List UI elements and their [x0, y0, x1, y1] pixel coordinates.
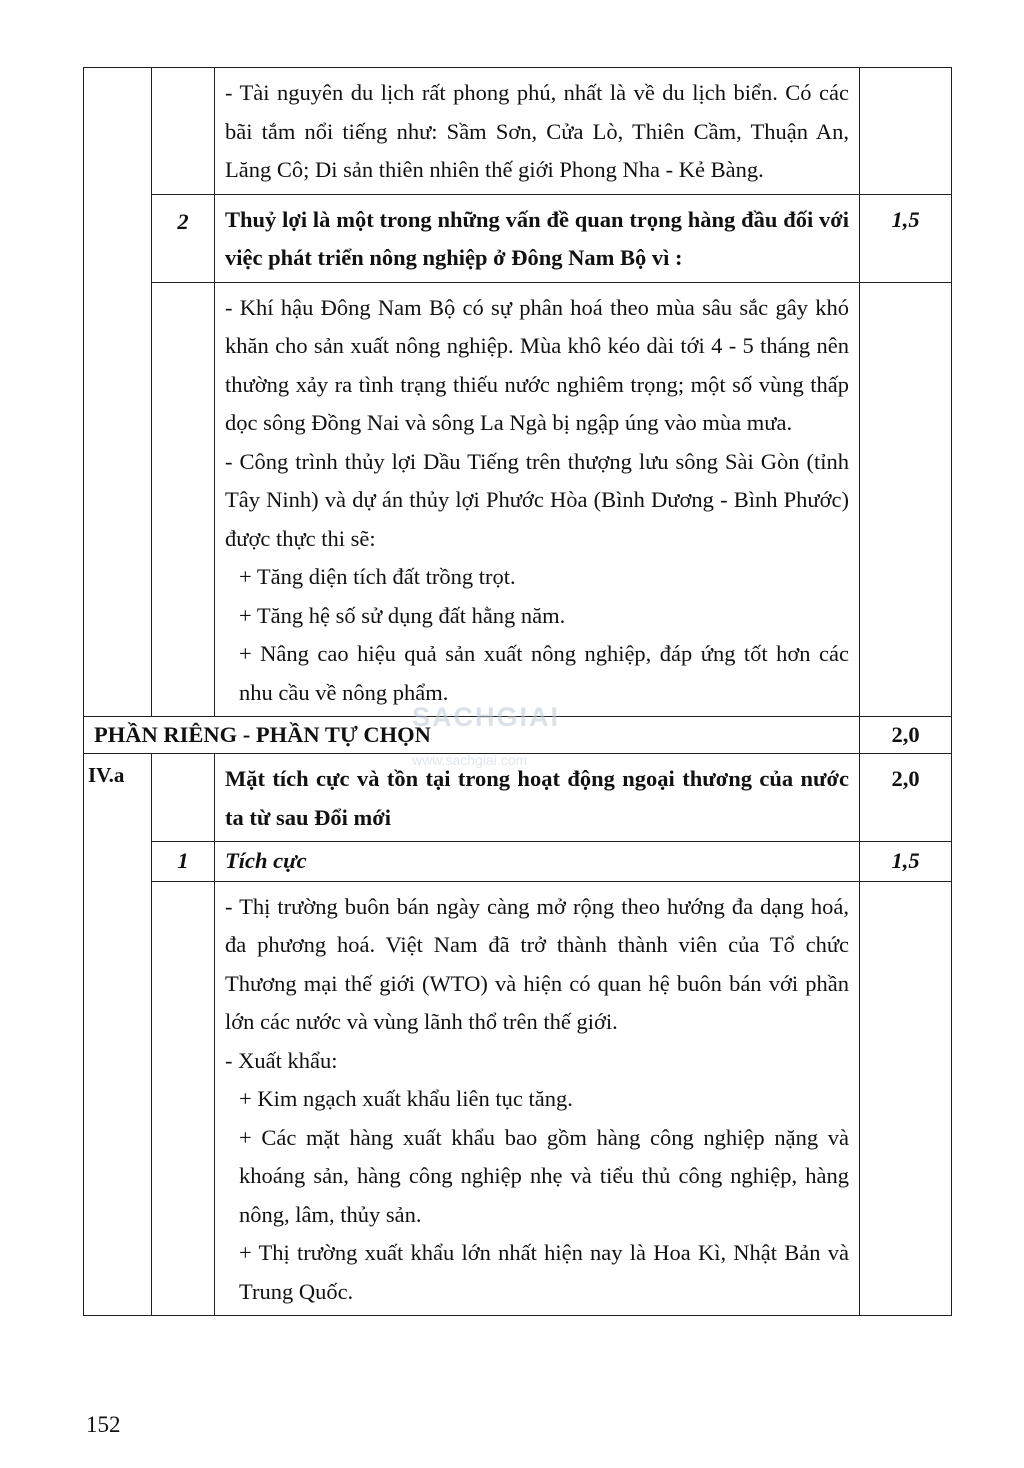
item-heading: Tích cực	[215, 842, 860, 882]
content-cell	[215, 881, 860, 1316]
item-heading: Mặt tích cực và tồn tại trong hoạt động ngoại thương của nước ta từ sau Đổi mới	[215, 754, 860, 842]
num-cell	[152, 282, 215, 717]
content-cell	[215, 282, 860, 717]
page-number: 152	[86, 1412, 121, 1437]
bullet-item: + Thị trường xuất khẩu lớn nhất hiện nay là Hoa Kì, Nhật Bản và Trung Quốc.	[239, 1240, 849, 1304]
bullet-item: + Các mặt hàng xuất khẩu bao gồm hàng công nghiệp nặng và khoáng sản, hàng công nghiệp nhẹ và tiểu thủ công nghiệp, hàng nông, lâm, thủy sản.	[239, 1124, 849, 1227]
section-title: PHẦN RIÊNG - PHẦN TỰ CHỌN	[84, 717, 860, 754]
score-cell	[860, 282, 952, 717]
score-cell	[860, 881, 952, 1316]
paragraph: - Công trình thủy lợi Dầu Tiếng trên thượng lưu sông Sài Gòn (tỉnh Tây Ninh) và dự án thủy lợi Phước Hòa (Bình Dương - Bình Phước) được thực thi sẽ:	[225, 448, 849, 551]
item-heading: Thuỷ lợi là một trong những vấn đề quan trọng hàng đầu đối với việc phát triển nông nghiệp ở Đông Nam Bộ vì :	[215, 194, 860, 282]
bullet-item: + Nâng cao hiệu quả sản xuất nông nghiệp, đáp ứng tốt hơn các nhu cầu về nông phẩm.	[239, 641, 849, 705]
paragraph: - Thị trường buôn bán ngày càng mở rộng theo hướng đa dạng hoá, đa phương hoá. Việt Nam đã trở thành thành viên của Tổ chức Thương mại thế giới (WTO) và hiện có quan hệ buôn bán với phần lớn các nước và vùng lãnh thổ trên thế giới.	[225, 893, 849, 1034]
score-cell	[860, 68, 952, 195]
item-number: 1	[152, 842, 215, 882]
paragraph: - Khí hậu Đông Nam Bộ có sự phân hoá theo mùa sâu sắc gây khó khăn cho sản xuất nông nghiệp. Mùa khô kéo dài tới 4 - 5 tháng nên thường xảy ra tình trạng thiếu nước nghiêm trọng; một số vùng thấp dọc sông Đồng Nai và sông La Ngà bị ngập úng vào mùa mưa.	[225, 294, 849, 435]
watermark-logo-text: SACHGIAI	[412, 702, 561, 732]
num-cell	[152, 68, 215, 195]
table-row	[84, 68, 952, 195]
item-score: 1,5	[860, 194, 952, 282]
section-label: IV.a	[84, 754, 152, 1316]
num-cell	[152, 881, 215, 1316]
item-score: 1,5	[860, 842, 952, 882]
answer-table	[83, 67, 952, 1316]
paragraph: - Tài nguyên du lịch rất phong phú, nhất là về du lịch biển. Có các bãi tắm nổi tiếng như: Sầm Sơn, Cửa Lò, Thiên Cầm, Thuận An, Lăng Cô; Di sản thiên nhiên thế giới Phong Nha - Kẻ Bàng.	[225, 80, 849, 182]
num-cell	[152, 754, 215, 842]
bullet-item: + Kim ngạch xuất khẩu liên tục tăng.	[239, 1086, 573, 1111]
table-row	[84, 282, 952, 717]
bullet-item: + Tăng diện tích đất trồng trọt.	[239, 564, 516, 589]
item-score: 2,0	[860, 754, 952, 842]
watermark	[412, 700, 612, 780]
table-row	[84, 881, 952, 1316]
item-number: 2	[152, 194, 215, 282]
section-score: 2,0	[860, 717, 952, 754]
section-cell	[84, 68, 152, 717]
paragraph: - Xuất khẩu:	[225, 1047, 338, 1073]
table-row	[84, 842, 952, 882]
bullet-item: + Tăng hệ số sử dụng đất hằng năm.	[239, 602, 566, 628]
watermark-url: www.sachgiai.com	[412, 752, 528, 768]
content-cell	[215, 68, 860, 195]
table-row	[84, 194, 952, 282]
